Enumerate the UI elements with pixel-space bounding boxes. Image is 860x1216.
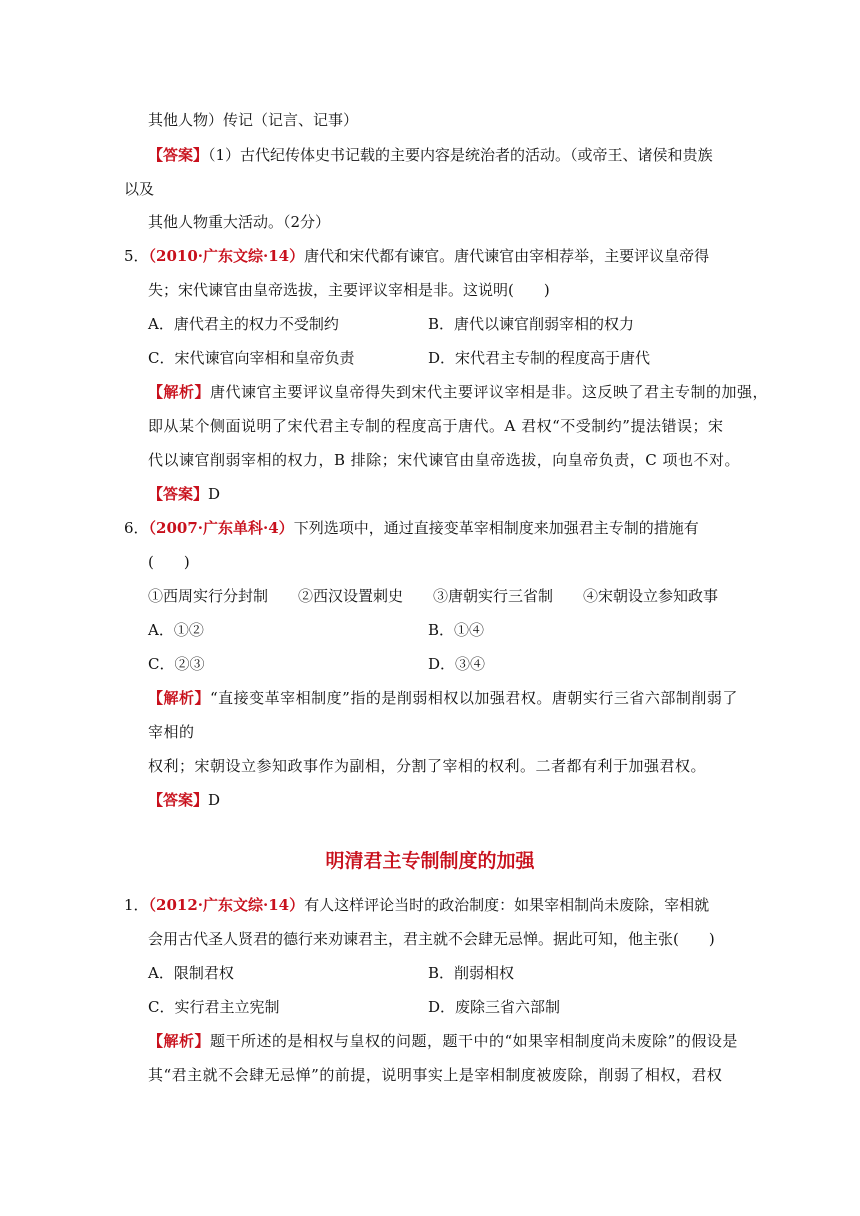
question-text: 有人这样评论当时的政治制度：如果宰相制尚未废除，宰相就	[304, 896, 710, 914]
analysis-line	[148, 382, 768, 402]
question-items: ①西周实行分封制 ②西汉设置刺史 ③唐朝实行三省制 ④宋朝设立参知政事	[148, 587, 719, 605]
answer-line	[148, 790, 220, 810]
analysis-text: 题干所述的是相权与皇权的问题，题干中的“如果宰相制度尚未废除”的假设是	[210, 1032, 738, 1050]
option-d: D．废除三省六部制	[428, 998, 561, 1016]
answer-tag: 【答案】	[148, 146, 209, 164]
option-c: C．宋代谏官向宰相和皇帝负责	[148, 349, 355, 367]
question-number: 1．	[124, 896, 149, 914]
answer-line	[148, 145, 713, 165]
analysis-text: 代以谏官削弱宰相的权力，B 排除；宋代谏官由皇帝选拔，向皇帝负责，C 项也不对。	[148, 451, 741, 469]
text-line: 其他人物重大活动。（2分）	[148, 213, 331, 231]
answer-text: （1）古代纪传体史书记载的主要内容是统治者的活动。（或帝王、诸侯和贵族	[208, 146, 713, 164]
analysis-tag: 【解析】	[148, 383, 211, 401]
option-a: A．①②	[148, 621, 204, 639]
answer-tag: 【答案】	[148, 485, 209, 503]
option-c: C．②③	[148, 655, 205, 673]
question-source: （2007·广东单科·4）	[148, 519, 294, 537]
answer-value: D	[208, 485, 221, 503]
option-d: D．③④	[428, 655, 486, 673]
analysis-line	[148, 1031, 738, 1051]
question-6-stem	[124, 518, 699, 538]
option-d: D．宋代君主专制的程度高于唐代	[428, 349, 651, 367]
question-1-stem	[124, 895, 709, 915]
question-number: 5．	[124, 247, 149, 265]
question-5-stem	[124, 246, 709, 266]
option-a: A．限制君权	[148, 964, 234, 982]
option-b: B．①④	[428, 621, 485, 639]
question-source: （2012·广东文综·14）	[148, 896, 305, 914]
question-text: 唐代和宋代都有谏官。唐代谏官由宰相荐举，主要评议皇帝得	[304, 247, 710, 265]
question-text: 会用古代圣人贤君的德行来劝谏君主，君主就不会肆无忌惮。据此可知，他主张( )	[148, 930, 715, 948]
option-b: B．削弱相权	[428, 964, 515, 982]
analysis-text: 权利；宋朝设立参知政事作为副相，分割了宰相的权利。二者都有利于加强君权。	[148, 757, 707, 775]
option-b: B．唐代以谏官削弱宰相的权力	[428, 315, 635, 333]
text-line: 以及	[124, 180, 155, 198]
option-c: C．实行君主立宪制	[148, 998, 280, 1016]
analysis-tag: 【解析】	[148, 1032, 211, 1050]
analysis-tag: 【解析】	[148, 689, 211, 707]
analysis-text: 唐代谏官主要评议皇帝得失到宋代主要评议宰相是非。这反映了君主专制的加强，	[210, 383, 769, 401]
analysis-line	[148, 688, 738, 708]
analysis-text: 其“君主就不会肆无忌惮”的前提，说明事实上是宰相制度被废除，削弱了相权，君权	[148, 1066, 723, 1084]
analysis-text: “直接变革宰相制度”指的是削弱相权以加强君权。唐朝实行三省六部制削弱了	[210, 689, 738, 707]
text-line: 其他人物）传记（记言、记事）	[148, 111, 359, 129]
question-text: 下列选项中，通过直接变革宰相制度来加强君主专制的措施有	[293, 519, 699, 537]
question-source: （2010·广东文综·14）	[148, 247, 305, 265]
answer-line	[148, 484, 220, 504]
question-text: 失；宋代谏官由皇帝选拔，主要评议宰相是非。这说明( )	[148, 281, 550, 299]
analysis-text: 宰相的	[148, 723, 195, 741]
analysis-text: 即从某个侧面说明了宋代君主专制的程度高于唐代。A 君权“不受制约”提法错误；宋	[148, 417, 724, 435]
question-text: ( )	[148, 553, 190, 571]
answer-tag: 【答案】	[148, 791, 209, 809]
option-a: A．唐代君主的权力不受制约	[148, 315, 339, 333]
section-title: 明清君主专制制度的加强	[325, 850, 535, 872]
question-number: 6．	[124, 519, 149, 537]
answer-value: D	[208, 791, 221, 809]
